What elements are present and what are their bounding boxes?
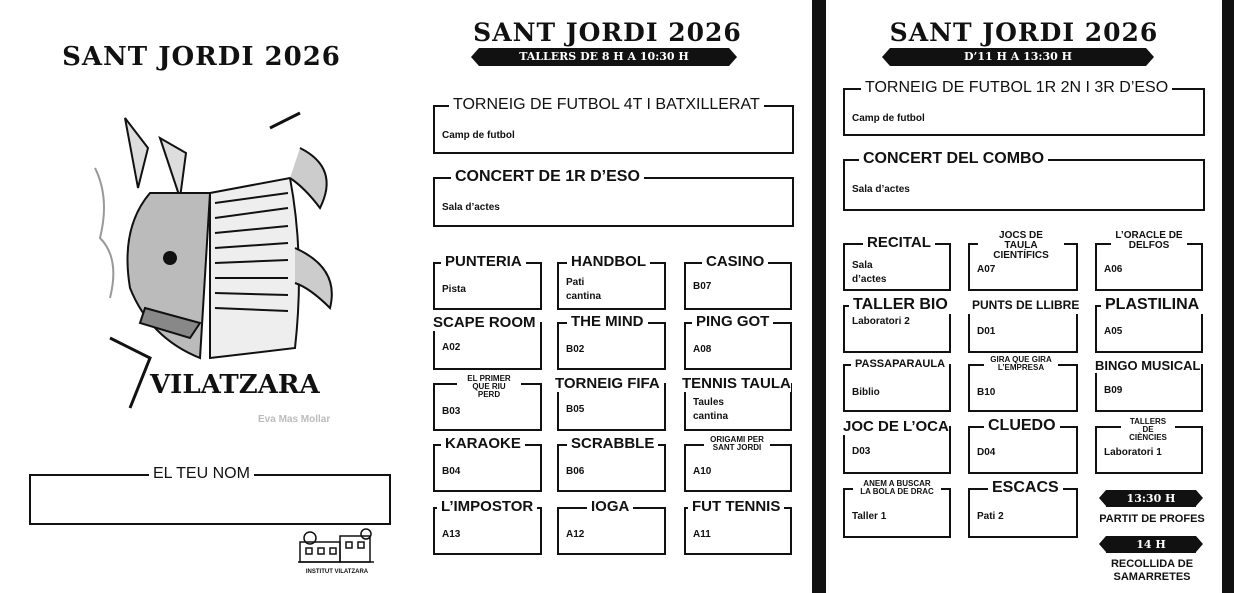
activity-box: ORIGAMI PER SANT JORDI A10 — [684, 444, 792, 492]
activity-box: BINGO MUSICAL B09 — [1095, 364, 1203, 412]
time-pill: 13:30 H — [1106, 490, 1196, 507]
activity-box: TORNEIG FIFA B05 — [557, 383, 666, 431]
artwork-caption: VILATZARA — [150, 370, 320, 400]
morning-panel — [403, 0, 812, 593]
activity-box: PING GOT A08 — [684, 322, 792, 370]
morning-title: SANT JORDI 2026 — [473, 18, 742, 47]
midday-banner: D’11 H A 13:30 H — [890, 48, 1146, 66]
activity-box: PUNTERIA Pista — [433, 262, 542, 310]
activity-box: CLUEDO D04 — [968, 426, 1078, 474]
activity-box: EL PRIMER QUE RIU PERD B03 — [433, 383, 542, 431]
activity-box: ESCACS Pati 2 — [968, 488, 1078, 538]
activity-box: THE MIND B02 — [557, 322, 666, 370]
activity-box: CASINO B07 — [684, 262, 792, 310]
activity-box: GIRA QUE GIRA L’EMPRESA B10 — [968, 364, 1078, 412]
school-logo — [296, 528, 376, 572]
event-caption: PARTIT DE PROFES — [1099, 513, 1205, 525]
cover-title: SANT JORDI 2026 — [62, 42, 341, 72]
activity-box: TALLERS DE CIÈNCIES Laboratori 1 — [1095, 426, 1203, 474]
wide-box: CONCERT DE 1R D’ESO Sala d’actes — [433, 177, 794, 227]
morning-banner: TALLERS DE 8 H A 10:30 H — [479, 48, 729, 66]
activity-box: HANDBOL Pati cantina — [557, 262, 666, 310]
event-caption: RECOLLIDA DE SAMARRETES — [1110, 558, 1194, 583]
wide-box: CONCERT DEL COMBO Sala d’actes — [843, 159, 1205, 211]
activity-box: PUNTS DE LLIBRE D01 — [968, 305, 1078, 353]
activity-box: JOCS DE TAULA CIENTÍFICS A07 — [968, 243, 1078, 291]
artist-credit: Eva Mas Mollar — [258, 414, 331, 425]
activity-box: RECITAL Sala d’actes — [843, 243, 951, 291]
activity-box: SCRABBLE B06 — [557, 444, 666, 492]
activity-box: IOGA A12 — [557, 507, 666, 555]
name-label: EL TEU NOM — [149, 465, 254, 483]
dragon-artwork — [90, 108, 350, 418]
logo-caption: INSTITUT VILATZARA — [305, 569, 369, 575]
activity-box: TENNIS TAULA Taules cantina — [684, 383, 792, 431]
activity-box: PASSAPARAULA Biblio — [843, 364, 951, 412]
activity-box: TALLER BIO Laboratori 2 — [843, 305, 951, 353]
time-pill: 14 H — [1106, 536, 1196, 553]
midday-panel — [826, 0, 1222, 593]
wide-box: TORNEIG DE FUTBOL 1R 2N I 3R D’ESO Camp de futbol — [843, 88, 1205, 136]
wide-box: TORNEIG DE FUTBOL 4T I BATXILLERAT Camp de futbol — [433, 105, 794, 154]
midday-title: SANT JORDI 2026 — [889, 18, 1159, 47]
activity-box: FUT TENNIS A11 — [684, 507, 792, 555]
activity-box: JOC DE L’OCA D03 — [843, 426, 951, 474]
activity-box: L’IMPOSTOR A13 — [433, 507, 542, 555]
activity-box: PLASTILINA A05 — [1095, 305, 1203, 353]
cover-panel — [0, 0, 403, 593]
activity-box: KARAOKE B04 — [433, 444, 542, 492]
activity-box: ANEM A BUSCAR LA BOLA DE DRAC Taller 1 — [843, 488, 951, 538]
activity-box: L’ORACLE DE DELFOS A06 — [1095, 243, 1203, 291]
name-box[interactable] — [29, 465, 391, 525]
activity-box: SCAPE ROOM A02 — [433, 322, 542, 370]
